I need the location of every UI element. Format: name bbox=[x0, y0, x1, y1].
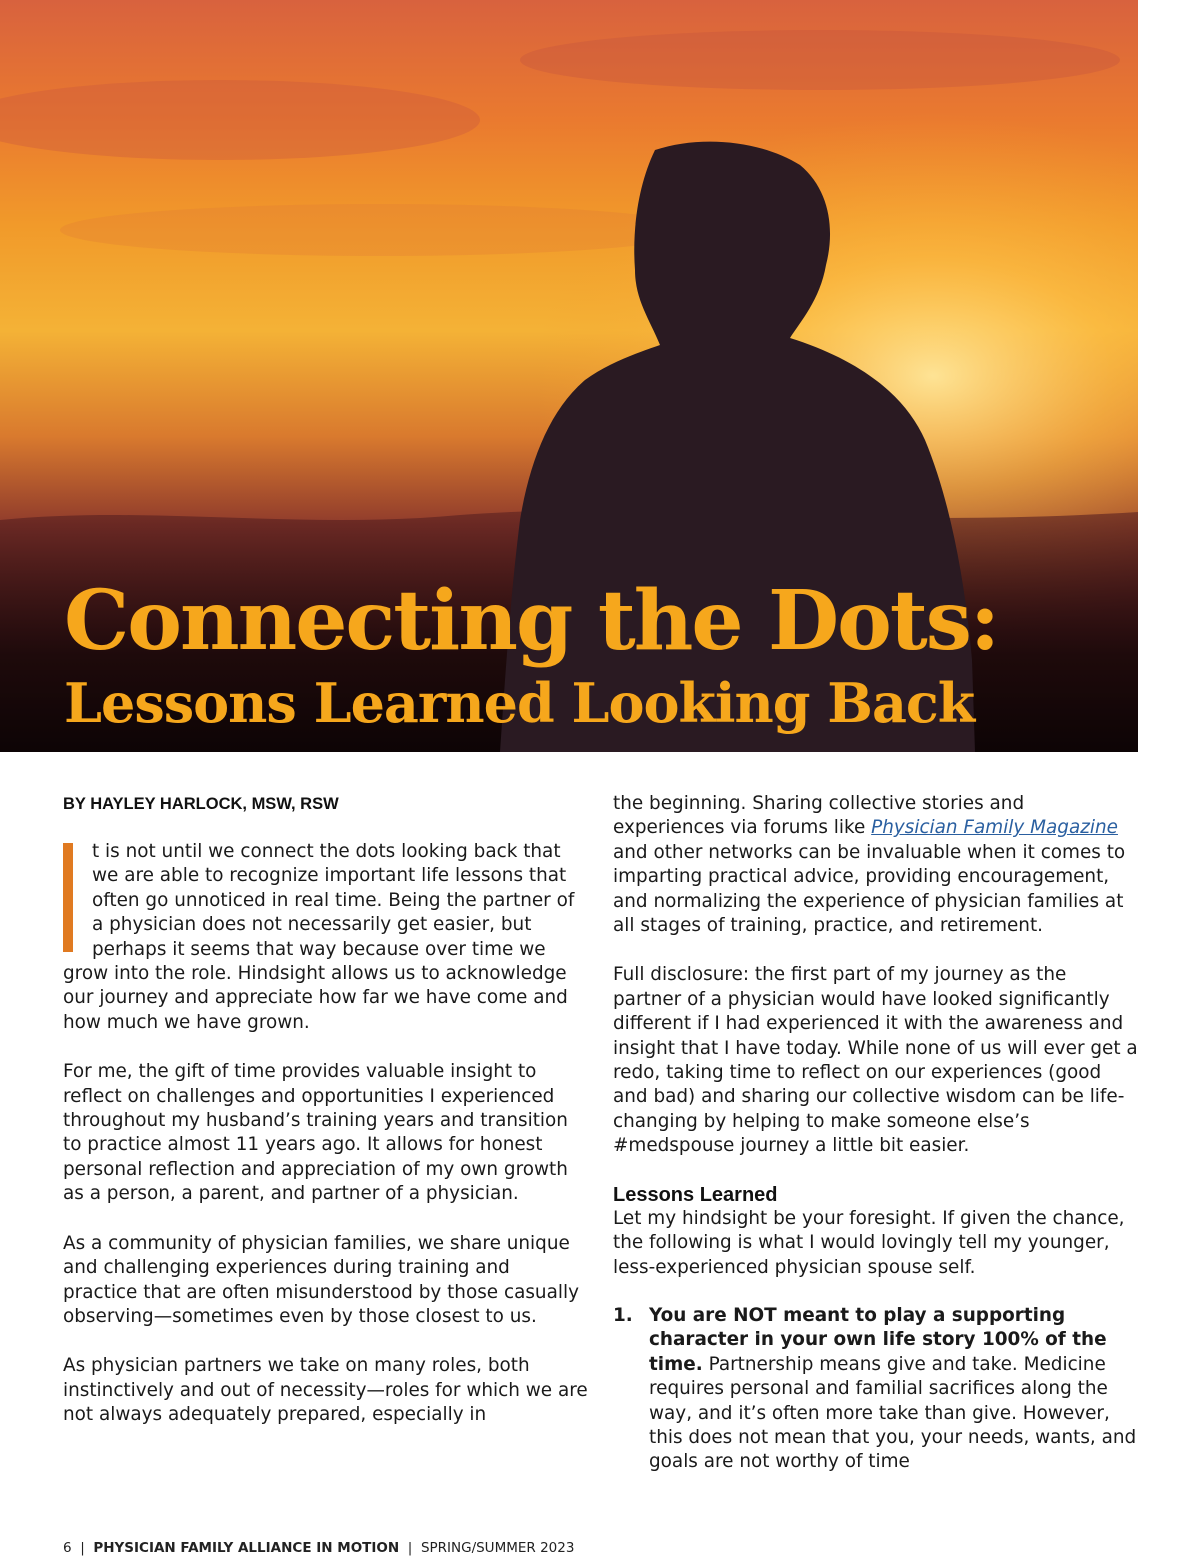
list-item-number: 1. bbox=[613, 1304, 633, 1326]
page-number: 6 bbox=[63, 1540, 72, 1556]
section-heading-lessons: Lessons Learned bbox=[613, 1183, 778, 1206]
magazine-link[interactable]: Physician Family Magazine bbox=[871, 817, 1118, 839]
drop-cap-bar bbox=[63, 843, 73, 952]
paragraph-community: As a community of physician families, we share unique and challenging experiences during training and practice that are often misunderstood by those casually observing—sometimes even by those closest to us. bbox=[63, 1232, 579, 1327]
list-item-bold: You are NOT meant to play a supporting character in your own life story 100% of the time. bbox=[649, 1304, 1107, 1375]
publication-name: PHYSICIAN FAMILY ALLIANCE IN MOTION bbox=[93, 1540, 400, 1556]
paragraph-disclosure: Full disclosure: the first part of my journey as the partner of a physician would have looked significantly different if I had experienced it with the awareness and insight that I have today. While none of us will ever get a redo, taking time to reflect on our experiences (good and bad) and sharing our collective wisdom can be life-changing by helping to make someone else’s #medspouse journey a little bit easier. bbox=[613, 964, 1138, 1157]
paragraph-sharing-end: and other networks can be invaluable when it comes to imparting practical advice, providing encouragement, and normalizing the experience of physician families at all stages of training, practice, and retirement. bbox=[613, 841, 1126, 937]
byline: BY HAYLEY HARLOCK, MSW, RSW bbox=[63, 795, 339, 813]
paragraph-roles: As physician partners we take on many roles, both instinctively and out of necessity—roles for which we are not always adequately prepared, especially in bbox=[63, 1355, 588, 1426]
paragraph-hindsight: Let my hindsight be your foresight. If given the chance, the following is what I would lovingly tell my younger, less-experienced physician spouse self. bbox=[613, 1207, 1125, 1278]
lead-paragraph-block bbox=[63, 840, 589, 1035]
issue-date: SPRING/SUMMER 2023 bbox=[420, 1540, 575, 1556]
paragraph-sharing-start: the beginning. Sharing collective stories and experiences via forums like bbox=[613, 793, 1025, 839]
right-column bbox=[613, 792, 1139, 1475]
paragraph-gift-of-time: For me, the gift of time provides valuable insight to reflect on challenges and opportunities I experienced throughout my husband’s training years and transition to practice almost 11 years ago. It allows for honest personal reflection and appreciation of my own growth as a person, a parent, and partner of a physician. bbox=[63, 1061, 568, 1205]
footer-separator: | bbox=[407, 1540, 413, 1556]
footer-separator: | bbox=[80, 1540, 85, 1556]
left-column bbox=[63, 792, 589, 1428]
paragraph-sharing bbox=[613, 792, 1139, 938]
page-footer bbox=[63, 1540, 574, 1556]
paragraph-intro: t is not until we connect the dots looking back that we are able to recognize important life lessons that often go unnoticed in real time. Being the partner of a physician does not necessarily get easier, but perhaps it seems that way because over time we grow into the role. Hindsight allows us to acknowledge our journey and appreciate how far we have come and how much we have grown. bbox=[63, 841, 575, 1033]
lessons-list bbox=[613, 1304, 1139, 1475]
article-title: Connecting the Dots: bbox=[64, 573, 999, 669]
hero-image bbox=[0, 0, 1138, 752]
list-item bbox=[613, 1304, 1139, 1475]
list-item-text: Partnership means give and take. Medicine requires personal and familial sacrifices along the way, and it’s often more take than give. However, this does not mean that you, your needs, wants, and goals are not worthy of time bbox=[649, 1353, 1137, 1473]
article-subtitle: Lessons Learned Looking Back bbox=[64, 671, 975, 735]
